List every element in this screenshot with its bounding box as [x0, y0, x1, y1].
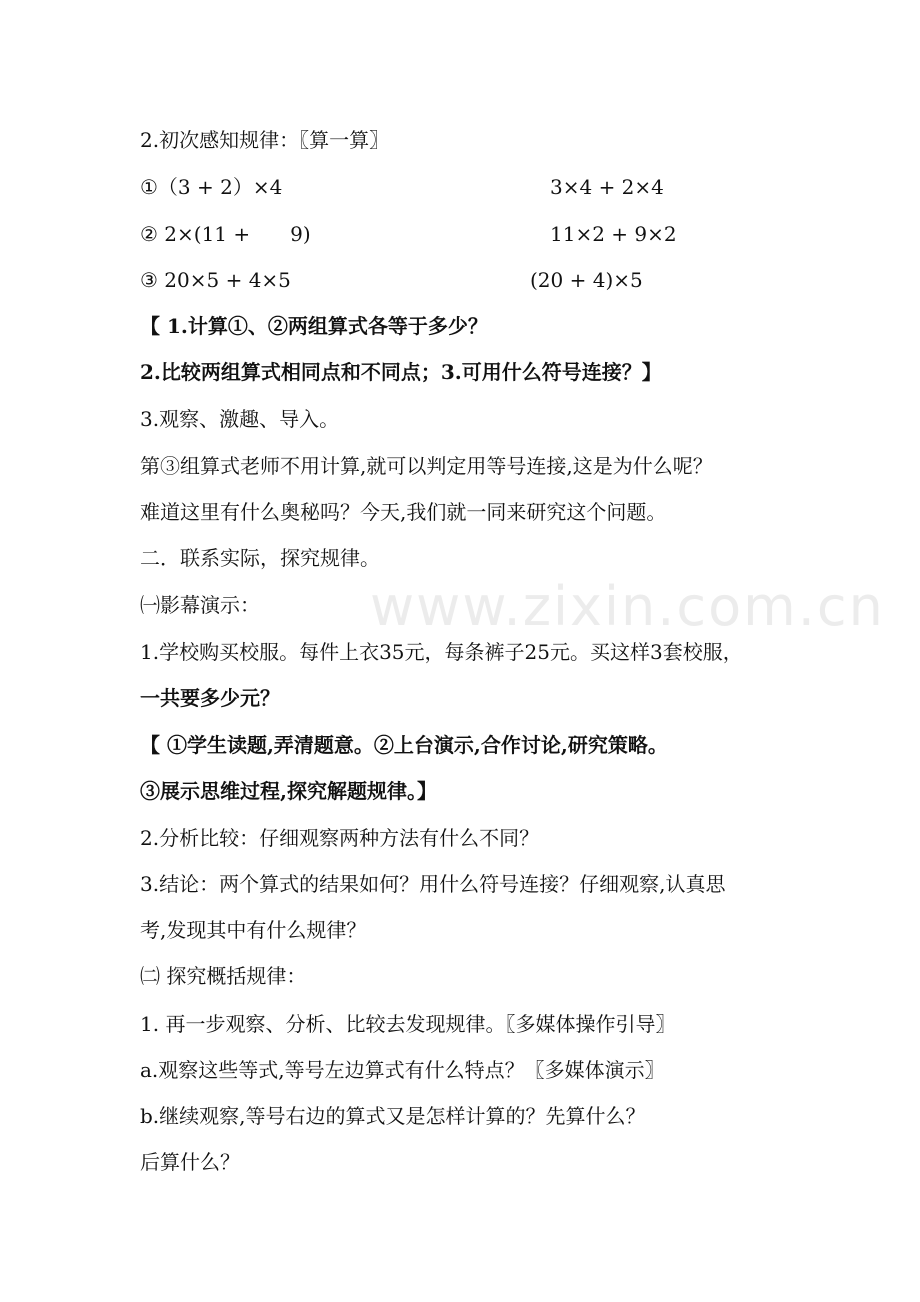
section-two-heading: 二．联系实际，探究规律。 [140, 546, 380, 570]
question-1: 【 1.计算①、②两组算式各等于多少？ [140, 314, 488, 338]
heading-observe: 3.观察、激趣、导入。 [140, 407, 340, 431]
step-a: a.观察这些等式,等号左边算式有什么特点？〖多媒体演示〗 [140, 1058, 665, 1082]
step-b: b.继续观察,等号右边的算式又是怎样计算的？先算什么？ [140, 1104, 646, 1128]
subsection-explore: ㈡ 探究概括规律： [140, 964, 307, 988]
paragraph-mystery: 难道这里有什么奥秘吗？今天,我们就一同来研究这个问题。 [140, 500, 667, 524]
conclusion-cont: 考,发现其中有什么规律？ [140, 918, 367, 942]
expression-2-right: 11×2 + 9×2 [550, 222, 677, 246]
problem-uniforms-cont: 一共要多少元？ [140, 686, 280, 710]
subsection-demo: ㈠影幕演示： [140, 593, 260, 617]
watermark: www.zixin.com.cn [370, 575, 885, 638]
expression-2-left: ② 2×(11 + 9) [140, 222, 311, 246]
paragraph-teacher: 第③组算式老师不用计算,就可以判定用等号连接,这是为什么呢？ [140, 454, 713, 478]
problem-uniforms: 1.学校购买校服。每件上衣35元，每条裤子25元。买这样3套校服， [140, 640, 743, 664]
expression-1-right: 3×4 + 2×4 [550, 175, 664, 199]
step-b-cont: 后算什么？ [140, 1150, 240, 1174]
expression-3-right: (20 + 4)×5 [530, 268, 643, 292]
heading-first-perception: 2.初次感知规律：〖算一算〗 [140, 128, 390, 152]
expression-1-left: ①（3 + 2）×4 [140, 175, 283, 199]
expression-3-left: ③ 20×5 + 4×5 [140, 268, 291, 292]
conclusion: 3.结论：两个算式的结果如何？用什么符号连接？仔细观察,认真思 [140, 872, 726, 896]
step-observe-again: 1. 再一步观察、分析、比较去发现规律。〖多媒体操作引导〗 [140, 1012, 676, 1036]
steps-1-2: 【 ①学生读题,弄清题意。②上台演示,合作讨论,研究策略。 [140, 733, 668, 757]
analysis: 2.分析比较：仔细观察两种方法有什么不同？ [140, 826, 540, 850]
steps-3: ③展示思维过程,探究解题规律。】 [140, 779, 437, 803]
question-2-3: 2.比较两组算式相同点和不同点；3.可用什么符号连接？】 [140, 360, 662, 384]
